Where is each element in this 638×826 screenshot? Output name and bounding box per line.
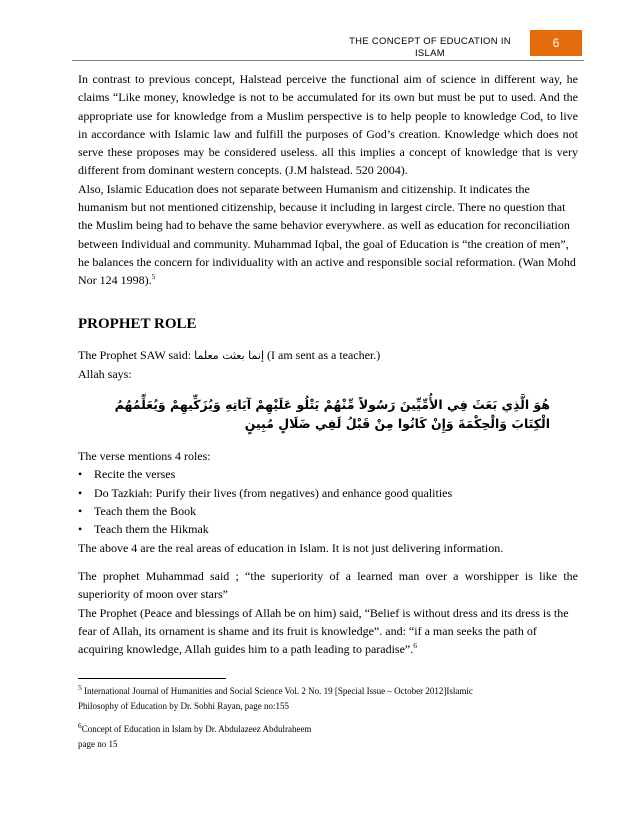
header-divider bbox=[72, 60, 584, 61]
prophet-said-translation: (I am sent as a teacher.) bbox=[264, 347, 381, 362]
footnote-5-continued: Philosophy of Education by Dr. Sobhi Rayan, page no:155 bbox=[78, 701, 289, 711]
paragraph-belief-text: The Prophet (Peace and blessings of Allah be on him) said, “Belief is without dress and its dress is the fear of Allah, its ornament is shame and its fruit is knowledge”. and: “if a man seeks the path of acquiring knowledge, Allah guides him to a path leading to paradise”. bbox=[78, 605, 569, 657]
list-item: • Teach them the Hikmak bbox=[78, 520, 578, 538]
header-title-line2: ISLAM bbox=[414, 48, 445, 59]
prophet-said-line bbox=[78, 346, 578, 365]
paragraph-halstead: In contrast to previous concept, Halstead perceive the functional aim of science in different way, he claims “Like money, knowledge is not to be accumulated for its own but must be put to used. And the appropriate use for knowledge from a Muslim perspective is to help people to knowledge Cod, to live in accordance with Islamic law and fulfill the purposes of God’s creation. Knowledge which does not serve these proposes may be considered useless. all this implies a concept of knowledge that is very different from dominant western concepts. (J.M halstead. 520 2004). bbox=[78, 72, 578, 178]
spacer bbox=[78, 557, 578, 567]
allah-says-line: Allah says: bbox=[78, 366, 132, 381]
paragraph-citizenship-text: Also, Islamic Education does not separate between Humanism and citizenship. It indicates the humanism but not mentioned citizenship, because it including in largest circle. There no question that the Muslim being had to behave the same behavior everywhere. as well as education for reconciliation between Individual and community. Muhammad Iqbal, the goal of Education is “the creation of men”, he balances the concern for individuality with an active and responsible social reformation. (Wan Mohd Nor 124 1998). bbox=[78, 181, 576, 288]
footnote-5-mark: 5 bbox=[78, 683, 82, 692]
prophet-said-arabic: إنما بعثت معلما bbox=[194, 348, 265, 362]
running-header-title bbox=[340, 36, 520, 60]
spacer bbox=[78, 714, 578, 722]
footnote-6-line1: Concept of Education in Islam by Dr. Abdulazeez Abdulraheem bbox=[81, 724, 312, 734]
page-body bbox=[78, 70, 578, 658]
footnote-5 bbox=[78, 684, 578, 699]
header-title-line1: THE CONCEPT OF EDUCATION IN bbox=[349, 36, 511, 47]
list-item: • Recite the verses bbox=[78, 465, 578, 483]
verse-mentions-line: The verse mentions 4 roles: bbox=[78, 449, 211, 464]
prophet-said-prefix: The Prophet SAW said: bbox=[78, 347, 195, 362]
paragraph-belief bbox=[78, 604, 578, 659]
list-item: • Teach them the Book bbox=[78, 502, 578, 520]
footnote-6-mark: 6 bbox=[78, 721, 82, 730]
roles-list bbox=[78, 465, 578, 538]
paragraph-citizenship bbox=[78, 180, 578, 290]
footnote-6-continued: page no 15 bbox=[78, 739, 118, 749]
list-item: • Do Tazkiah: Purify their lives (from negatives) and enhance good qualities bbox=[78, 484, 578, 502]
footnote-ref-6[interactable]: 6 bbox=[413, 641, 417, 651]
section-heading: PROPHET ROLE bbox=[78, 315, 197, 332]
footnote-divider bbox=[78, 678, 226, 679]
footnote-6 bbox=[78, 722, 578, 737]
footnotes bbox=[78, 684, 578, 752]
page-number-badge: 6 bbox=[530, 30, 582, 56]
quran-verse: هُوَ الَّذِي بَعَثَ فِي الأُمِّيِّينَ رَسُولاً مِّنْهُمْ يَتْلُو عَلَيْهِمْ آيَاتِهِ وَيُزَكِّيهِمْ وَيُعَلِّمُهُمُ الْكِتَابَ وَالْحِكْمَةَ وَإِنْ كَانُوا مِنْ قَبْلُ لَفِي ضَلَالٍ مُبِينٍ bbox=[114, 397, 550, 432]
footnote-ref-5[interactable]: 5 bbox=[151, 272, 156, 282]
paragraph-superiority: The prophet Muhammad said ; “the superiority of a learned man over a worshipper is like the superiority of moon over stars” bbox=[78, 568, 578, 602]
roles-summary: The above 4 are the real areas of education in Islam. It is not just delivering information. bbox=[78, 540, 504, 555]
footnote-5-line1: International Journal of Humanities and Social Science Vol. 2 No. 19 [Special Issue – October 2012]Islamic bbox=[81, 686, 473, 696]
